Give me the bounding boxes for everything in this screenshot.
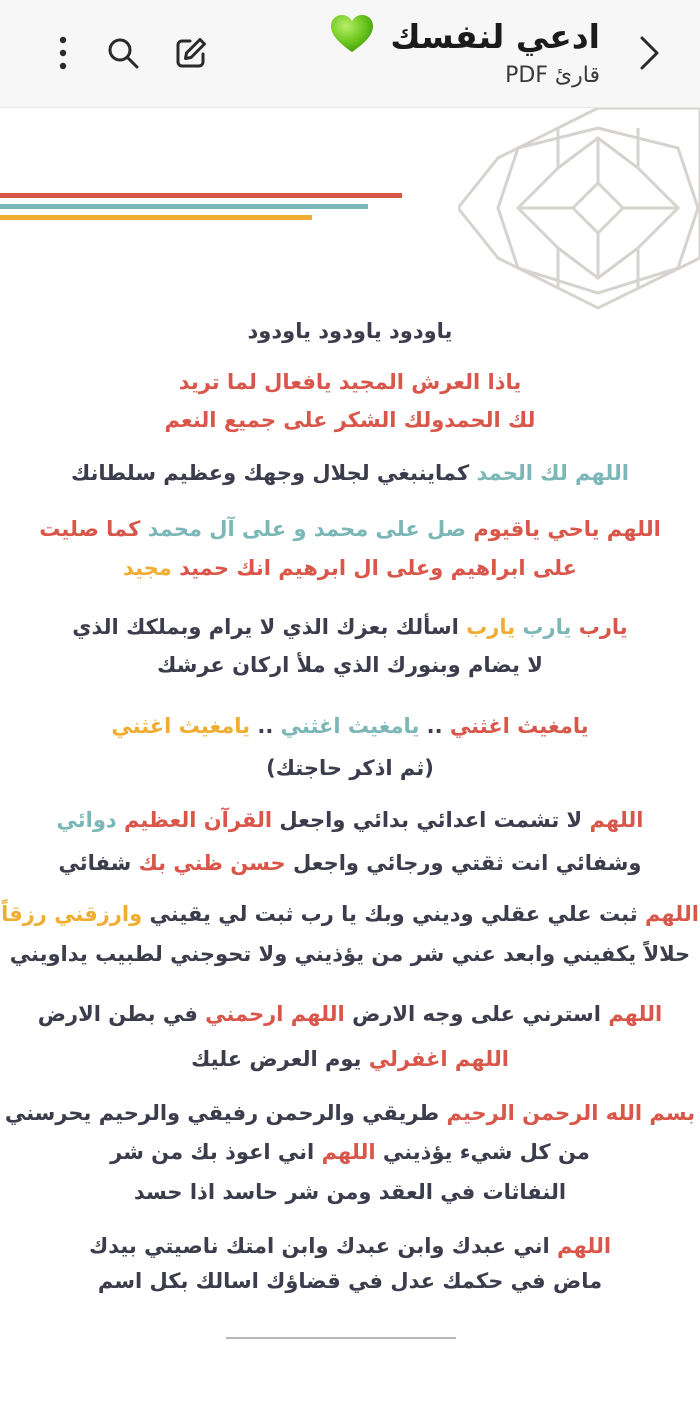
text-line	[0, 615, 700, 639]
text-segment: كما صليت	[39, 517, 141, 541]
text-segment: ثبت علي عقلي وديني وبك يا رب ثبت لي يقيني	[142, 902, 645, 926]
text-segment: حلالاً يكفيني وابعد عني شر من يؤذيني ولا تحوجني لطبيب يداويني	[9, 942, 691, 966]
text-line	[0, 808, 700, 832]
text-segment: كماينبغي لجلال وجهك وعظيم سلطانك	[70, 461, 477, 485]
text-segment: اللهم اغفرلي	[368, 1047, 509, 1071]
text-line	[0, 461, 700, 485]
text-line	[0, 653, 700, 677]
back-button[interactable]	[630, 28, 670, 78]
text-line	[0, 942, 700, 966]
stripe-teal	[0, 204, 368, 209]
edit-button[interactable]	[168, 30, 214, 76]
page-divider	[226, 1337, 456, 1339]
text-line	[0, 1269, 700, 1293]
text-segment: اللهم	[608, 1002, 663, 1026]
text-segment: لك الحمدولك الشكر على جميع النعم	[164, 408, 536, 432]
text-segment: ..	[419, 714, 450, 738]
text-segment: (ثم اذكر حاجتك)	[266, 756, 434, 780]
text-line	[0, 1140, 700, 1164]
text-segment: لا يضام وبنورك الذي ملأ اركان عرشك	[157, 653, 543, 677]
text-segment: يوم العرض عليك	[191, 1047, 369, 1071]
text-line	[0, 319, 700, 343]
text-line	[0, 902, 700, 926]
text-segment: لا تشمت اعدائي بدائي واجعل	[272, 808, 590, 832]
text-segment: استرني على وجه الارض	[344, 1002, 609, 1026]
text-line	[0, 517, 700, 541]
text-line	[0, 1047, 700, 1071]
text-segment: من كل شيء يؤذيني	[375, 1140, 590, 1164]
text-line	[0, 1180, 700, 1204]
text-segment: اسألك بعزك الذي لا يرام وبملكك الذي	[72, 615, 459, 639]
stripe-red	[0, 193, 402, 198]
text-segment: دوائي	[56, 808, 124, 832]
text-line	[0, 408, 700, 432]
text-segment: ياودود ياودود ياودود	[247, 319, 453, 343]
search-icon	[106, 36, 140, 70]
text-segment: اللهم	[557, 1234, 612, 1258]
text-segment: اني عبدك وابن عبدك وابن امتك ناصيتي بيدك	[88, 1234, 558, 1258]
document-subtitle: قارئ PDF	[505, 63, 600, 88]
text-segment: على ابراهيم وعلى ال ابرهيم انك حميد	[171, 556, 578, 580]
text-line	[0, 556, 700, 580]
text-segment: اللهم	[321, 1140, 376, 1164]
text-segment: يارب	[458, 615, 516, 639]
text-line	[0, 1101, 700, 1125]
text-line	[0, 1002, 700, 1026]
more-button[interactable]	[40, 30, 86, 76]
text-line	[0, 851, 700, 875]
decorative-pattern	[458, 108, 700, 312]
text-segment: اني اعوذ بك من شر	[110, 1140, 322, 1164]
text-segment: صل على محمد و على آل محمد	[140, 517, 474, 541]
text-line	[0, 1234, 700, 1258]
stripe-gold	[0, 215, 312, 220]
text-segment: النفاثات في العقد ومن شر حاسد اذا حسد	[133, 1180, 567, 1204]
decorative-stripes	[0, 190, 410, 224]
more-vertical-icon	[58, 36, 68, 70]
text-segment: القرآن العظيم	[123, 808, 273, 832]
document-title	[300, 14, 600, 60]
text-segment: يارب	[571, 615, 628, 639]
text-segment: بسم الله الرحمن الرحيم	[446, 1101, 696, 1125]
title-area	[300, 14, 600, 100]
app-header	[0, 0, 700, 108]
text-segment: ..	[250, 714, 281, 738]
chevron-right-icon	[639, 35, 661, 71]
text-segment: طريقي والرحمن رفيقي والرحيم يحرسني	[4, 1101, 447, 1125]
text-segment: يامغيث اغثني	[280, 714, 420, 738]
green-heart-icon	[329, 14, 375, 54]
text-segment: اللهم ارحمني	[205, 1002, 345, 1026]
text-segment: مجيد	[122, 556, 172, 580]
text-segment: اللهم	[589, 808, 644, 832]
text-segment: يامغيث اغثني	[449, 714, 589, 738]
document-title-text: ادعي لنفسك	[390, 17, 600, 56]
text-segment: شفائي	[58, 851, 139, 875]
text-segment: ماض في حكمك عدل في قضاؤك اسالك بكل اسم	[97, 1269, 603, 1293]
text-segment: وارزقني رزقاً	[1, 902, 143, 926]
edit-icon	[174, 36, 208, 70]
text-segment: اللهم ياحي ياقيوم	[473, 517, 661, 541]
text-segment: في بطن الارض	[37, 1002, 206, 1026]
text-segment: ياذا العرش المجيد يافعال لما تريد	[178, 370, 522, 394]
text-segment: اللهم	[644, 902, 699, 926]
text-segment: اللهم لك الحمد	[476, 461, 630, 485]
text-line	[0, 714, 700, 738]
text-line	[0, 370, 700, 394]
search-button[interactable]	[100, 30, 146, 76]
text-segment: وشفائي انت ثقتي ورجائي واجعل	[285, 851, 642, 875]
text-line	[0, 756, 700, 780]
text-segment: حسن ظني بك	[138, 851, 286, 875]
text-segment: يارب	[515, 615, 572, 639]
text-segment: يامغيث اغثني	[111, 714, 251, 738]
